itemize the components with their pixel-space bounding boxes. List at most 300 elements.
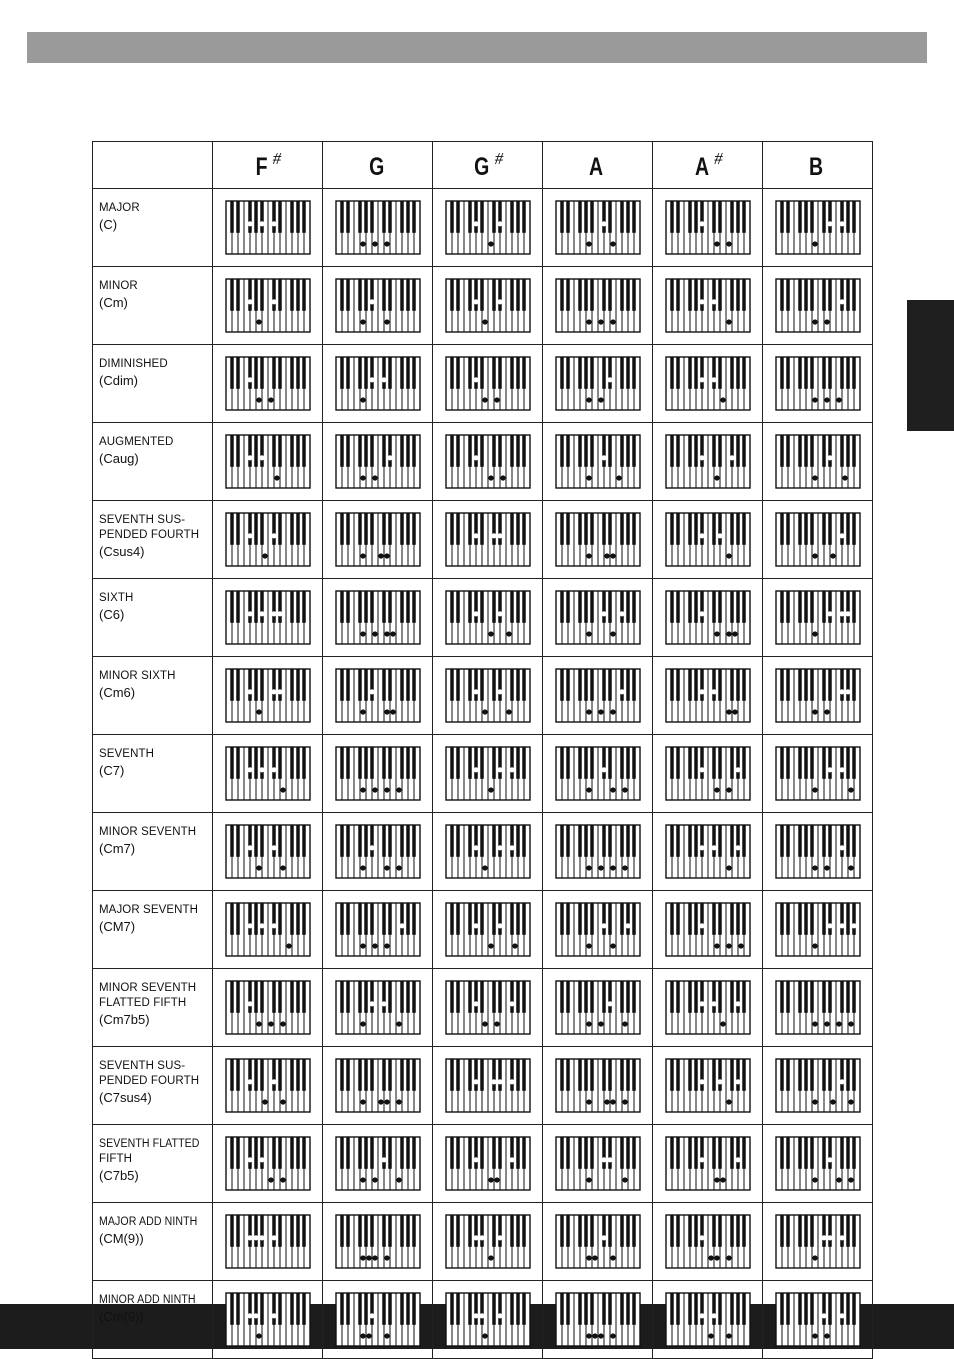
black-key (260, 669, 263, 701)
note-dot (708, 1255, 713, 1260)
black-key (450, 1137, 453, 1169)
black-key (718, 201, 721, 233)
black-key (364, 1215, 367, 1247)
note-dot (494, 1021, 499, 1026)
chord-row (93, 735, 873, 813)
black-key (828, 1293, 831, 1325)
black-key (382, 747, 385, 779)
black-key (840, 1293, 843, 1325)
black-key (296, 201, 299, 233)
note-dot (845, 611, 850, 616)
black-key (822, 1215, 825, 1247)
black-key (602, 669, 605, 701)
note-dot (842, 475, 847, 480)
black-key (382, 591, 385, 623)
chord-label-cell (93, 1281, 213, 1359)
black-key (852, 825, 855, 857)
keyboard-diagram (555, 1136, 641, 1191)
black-key (388, 357, 391, 389)
black-key (492, 825, 495, 857)
keyboard-cell (763, 579, 873, 657)
black-key (620, 1137, 623, 1169)
black-key (364, 357, 367, 389)
black-key (450, 1215, 453, 1247)
black-key (712, 279, 715, 311)
keyboard-cell (323, 891, 433, 969)
black-key (560, 825, 563, 857)
keyboard-cell (213, 891, 323, 969)
black-key (670, 591, 673, 623)
black-key (260, 903, 263, 935)
black-key (846, 747, 849, 779)
keyboard-cell (763, 189, 873, 267)
note-dot (482, 865, 487, 870)
black-key (236, 981, 239, 1013)
black-key (230, 903, 233, 935)
note-dot (836, 1177, 841, 1182)
black-key (798, 435, 801, 467)
note-dot (604, 553, 609, 558)
black-key (296, 1293, 299, 1325)
note-dot (366, 1333, 371, 1338)
note-dot (473, 533, 478, 538)
note-dot (280, 865, 285, 870)
black-key (302, 201, 305, 233)
note-dot (586, 1021, 591, 1026)
black-key (822, 1293, 825, 1325)
black-key (406, 591, 409, 623)
note-dot (586, 241, 591, 246)
note-dot (598, 865, 603, 870)
black-key (236, 357, 239, 389)
black-key (608, 825, 611, 857)
note-dot (839, 533, 844, 538)
black-key (780, 825, 783, 857)
note-dot (699, 689, 704, 694)
black-key (780, 1059, 783, 1091)
black-key (412, 357, 415, 389)
black-key (296, 669, 299, 701)
black-key (608, 1293, 611, 1325)
note-dot (848, 865, 853, 870)
black-key (388, 1215, 391, 1247)
note-dot (714, 631, 719, 636)
black-key (632, 981, 635, 1013)
black-key (620, 747, 623, 779)
chord-row (93, 1203, 873, 1281)
black-key (302, 279, 305, 311)
black-key (730, 903, 733, 935)
black-key (248, 357, 251, 389)
note-dot (610, 787, 615, 792)
black-key (810, 1215, 813, 1247)
black-key (492, 747, 495, 779)
black-key (810, 1293, 813, 1325)
black-key (456, 981, 459, 1013)
chord-label-cell (93, 1203, 213, 1281)
black-key (578, 201, 581, 233)
black-key (608, 903, 611, 935)
black-key (296, 279, 299, 311)
keyboard-cell (763, 501, 873, 579)
black-key (736, 1215, 739, 1247)
note-dot (253, 1235, 258, 1240)
black-key (382, 201, 385, 233)
black-key (632, 435, 635, 467)
black-key (236, 513, 239, 545)
black-key (688, 357, 691, 389)
section-tab (907, 300, 954, 431)
black-key (406, 825, 409, 857)
chord-name: PENDED FOURTH (99, 529, 200, 541)
black-key (688, 279, 691, 311)
black-key (302, 1137, 305, 1169)
note-dot (497, 1235, 502, 1240)
black-key (840, 1215, 843, 1247)
black-key (810, 825, 813, 857)
black-key (840, 981, 843, 1013)
black-key (578, 1293, 581, 1325)
black-key (400, 825, 403, 857)
black-key (400, 1293, 403, 1325)
black-key (846, 1059, 849, 1091)
keyboard-diagram (555, 356, 641, 411)
black-key (370, 1215, 373, 1247)
black-key (382, 279, 385, 311)
black-key (468, 1293, 471, 1325)
black-key (632, 1137, 635, 1169)
note-dot (280, 1099, 285, 1104)
black-key (516, 747, 519, 779)
black-key (480, 1293, 483, 1325)
keyboard-cell (323, 345, 433, 423)
note-dot (280, 1021, 285, 1026)
black-key (742, 591, 745, 623)
black-key (670, 747, 673, 779)
key-name: A (589, 152, 604, 181)
black-key (602, 825, 605, 857)
black-key (810, 903, 813, 935)
keyboard-diagram (555, 746, 641, 801)
black-key (382, 1293, 385, 1325)
black-key (742, 669, 745, 701)
black-key (718, 279, 721, 311)
black-key (498, 669, 501, 701)
black-key (358, 981, 361, 1013)
black-key (296, 825, 299, 857)
black-key (260, 513, 263, 545)
black-key (852, 1137, 855, 1169)
note-dot (512, 943, 517, 948)
note-dot (390, 631, 395, 636)
note-dot (708, 1333, 713, 1338)
black-key (358, 513, 361, 545)
black-key (608, 981, 611, 1013)
keyboard-cell (433, 345, 543, 423)
black-key (340, 435, 343, 467)
note-dot (610, 631, 615, 636)
keyboard-diagram (665, 1214, 751, 1269)
note-dot (839, 923, 844, 928)
note-dot (812, 631, 817, 636)
black-key (278, 201, 281, 233)
black-key (718, 435, 721, 467)
note-dot (729, 455, 734, 460)
note-dot (827, 1157, 832, 1162)
black-key (522, 669, 525, 701)
note-dot (360, 865, 365, 870)
chord-symbol: (Caug) (99, 451, 139, 466)
black-key (700, 981, 703, 1013)
note-dot (479, 1235, 484, 1240)
note-dot (827, 767, 832, 772)
black-key (364, 981, 367, 1013)
black-key (272, 669, 275, 701)
note-dot (247, 689, 252, 694)
black-key (370, 669, 373, 701)
black-key (736, 747, 739, 779)
black-key (456, 669, 459, 701)
black-key (688, 1137, 691, 1169)
black-key (780, 747, 783, 779)
chord-symbol: (Cm6) (99, 685, 136, 700)
black-key (578, 435, 581, 467)
keyboard-cell (543, 189, 653, 267)
note-dot (247, 923, 252, 928)
keyboard-diagram (665, 512, 751, 567)
black-key (736, 591, 739, 623)
keyboard-cell (433, 1125, 543, 1203)
black-key (480, 591, 483, 623)
black-key (400, 669, 403, 701)
black-key (700, 903, 703, 935)
note-dot (369, 1001, 374, 1006)
keyboard-diagram (665, 434, 751, 489)
note-dot (271, 1313, 276, 1318)
black-key (364, 513, 367, 545)
chord-name: SEVENTH SUS- (99, 514, 186, 526)
note-dot (610, 553, 615, 558)
black-key (632, 903, 635, 935)
note-dot (277, 611, 282, 616)
black-key (584, 903, 587, 935)
black-key (780, 279, 783, 311)
keyboard-cell (653, 423, 763, 501)
black-key (302, 825, 305, 857)
black-key (340, 669, 343, 701)
black-key (412, 1215, 415, 1247)
black-key (296, 1215, 299, 1247)
keyboard-cell (433, 735, 543, 813)
keyboard-cell (653, 579, 763, 657)
black-key (492, 201, 495, 233)
black-key (406, 981, 409, 1013)
keyboard-diagram (665, 746, 751, 801)
keyboard-diagram (445, 668, 531, 723)
keyboard-cell (653, 657, 763, 735)
black-key (840, 513, 843, 545)
black-key (272, 1059, 275, 1091)
note-dot (381, 1001, 386, 1006)
note-dot (497, 611, 502, 616)
black-key (608, 279, 611, 311)
chord-name: PENDED FOURTH (99, 1075, 200, 1087)
black-key (584, 279, 587, 311)
black-key (456, 357, 459, 389)
black-key (566, 747, 569, 779)
black-key (290, 1059, 293, 1091)
note-dot (586, 1255, 591, 1260)
black-key (712, 1215, 715, 1247)
note-dot (610, 319, 615, 324)
black-key (566, 1215, 569, 1247)
black-key (400, 1137, 403, 1169)
keyboard-cell (213, 657, 323, 735)
black-key (260, 981, 263, 1013)
black-key (700, 279, 703, 311)
note-dot (827, 611, 832, 616)
chord-name: MINOR ADD NINTH (99, 1294, 196, 1306)
note-dot (625, 923, 630, 928)
black-key (620, 1215, 623, 1247)
black-key (522, 279, 525, 311)
keyboard-cell (433, 1281, 543, 1359)
note-dot (622, 787, 627, 792)
note-dot (586, 1099, 591, 1104)
black-key (474, 903, 477, 935)
keyboard-diagram (665, 980, 751, 1035)
note-dot (598, 397, 603, 402)
black-key (412, 201, 415, 233)
black-key (578, 903, 581, 935)
note-dot (586, 1177, 591, 1182)
black-key (260, 357, 263, 389)
note-dot (372, 1255, 377, 1260)
note-dot (497, 299, 502, 304)
black-key (810, 1137, 813, 1169)
black-key (382, 981, 385, 1013)
black-key (852, 279, 855, 311)
black-key (388, 1137, 391, 1169)
chord-label-cell (93, 501, 213, 579)
black-key (406, 669, 409, 701)
note-dot (360, 1255, 365, 1260)
black-key (620, 591, 623, 623)
black-key (510, 591, 513, 623)
keyboard-cell (543, 501, 653, 579)
chord-name: AUGMENTED (99, 436, 174, 448)
black-key (522, 357, 525, 389)
black-key (620, 513, 623, 545)
note-dot (839, 611, 844, 616)
black-key (590, 201, 593, 233)
black-key (510, 513, 513, 545)
note-dot (598, 709, 603, 714)
keyboard-cell (653, 345, 763, 423)
black-key (846, 591, 849, 623)
keyboard-cell (213, 1125, 323, 1203)
black-key (480, 1059, 483, 1091)
black-key (584, 513, 587, 545)
black-key (804, 279, 807, 311)
black-key (278, 669, 281, 701)
black-key (516, 357, 519, 389)
keyboard-cell (763, 345, 873, 423)
note-dot (720, 397, 725, 402)
black-key (566, 1059, 569, 1091)
black-key (358, 435, 361, 467)
black-key (364, 747, 367, 779)
black-key (236, 825, 239, 857)
black-key (340, 981, 343, 1013)
black-key (364, 1293, 367, 1325)
note-dot (610, 1333, 615, 1338)
black-key (798, 357, 801, 389)
black-key (302, 669, 305, 701)
black-key (620, 669, 623, 701)
note-dot (473, 611, 478, 616)
black-key (590, 357, 593, 389)
black-key (254, 1215, 257, 1247)
note-dot (699, 767, 704, 772)
black-key (382, 357, 385, 389)
note-dot (711, 845, 716, 850)
chord-symbol: (CM(9)) (99, 1231, 144, 1246)
black-key (780, 513, 783, 545)
black-key (230, 825, 233, 857)
black-key (712, 513, 715, 545)
black-key (510, 435, 513, 467)
note-dot (488, 241, 493, 246)
black-key (846, 435, 849, 467)
black-key (456, 1059, 459, 1091)
black-key (260, 435, 263, 467)
black-key (780, 435, 783, 467)
black-key (736, 357, 739, 389)
black-key (566, 591, 569, 623)
black-key (840, 903, 843, 935)
black-key (786, 279, 789, 311)
keyboard-diagram (445, 1214, 531, 1269)
black-key (718, 357, 721, 389)
key-name: B (809, 152, 824, 181)
chord-label-cell (93, 189, 213, 267)
chord-symbol: (C) (99, 217, 118, 232)
note-dot (622, 1099, 627, 1104)
black-key (346, 903, 349, 935)
black-key (468, 669, 471, 701)
black-key (804, 201, 807, 233)
black-key (730, 747, 733, 779)
black-key (828, 201, 831, 233)
black-key (620, 357, 623, 389)
keyboard-diagram (555, 902, 641, 957)
black-key (578, 747, 581, 779)
black-key (236, 747, 239, 779)
black-key (248, 1059, 251, 1091)
keyboard-diagram (665, 1136, 751, 1191)
black-key (840, 747, 843, 779)
note-dot (396, 1021, 401, 1026)
black-key (712, 825, 715, 857)
black-key (846, 903, 849, 935)
black-key (620, 201, 623, 233)
black-key (382, 669, 385, 701)
black-key (272, 279, 275, 311)
keyboard-cell (433, 657, 543, 735)
black-key (798, 201, 801, 233)
note-dot (699, 1001, 704, 1006)
